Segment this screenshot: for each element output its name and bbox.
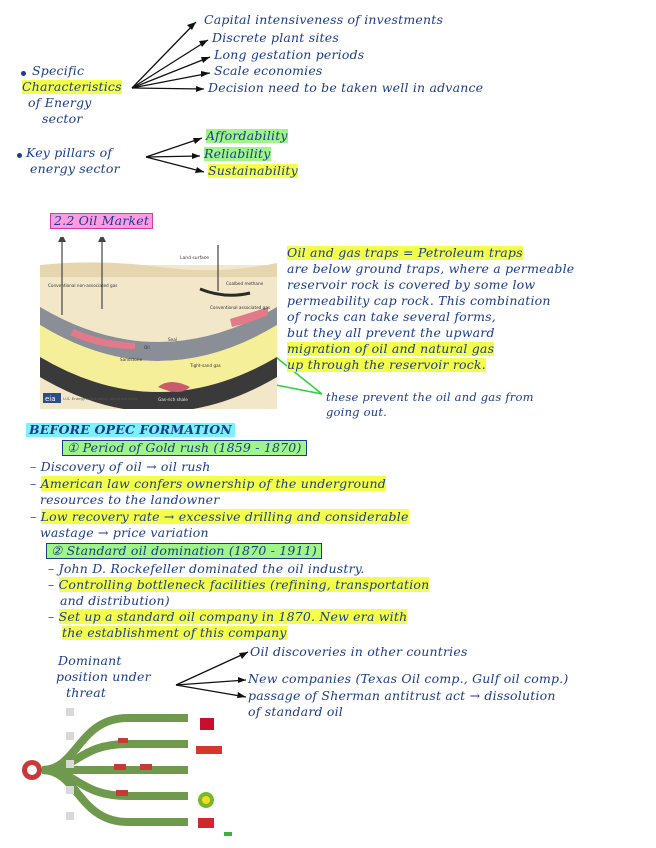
standard-oil-breakup-diagram	[18, 702, 234, 838]
characteristic-item: Decision need to be taken well in advance	[208, 80, 484, 95]
pillar-item: Sustainability	[208, 163, 298, 178]
traps-line: reservoir rock is covered by some low	[287, 277, 536, 292]
characteristic-item: Scale economies	[214, 63, 323, 78]
topic-line: of Energy	[28, 95, 92, 110]
traps-line: permeability cap rock. This combination	[287, 293, 551, 308]
bullet-dot	[17, 153, 22, 158]
topic-line: Dominant	[58, 653, 122, 668]
topic-line: sector	[42, 111, 83, 126]
label-oil: Oil	[144, 345, 150, 350]
topic-line: threat	[66, 685, 107, 700]
list-item: – Low recovery rate → excessive drilling and considerable	[30, 509, 409, 524]
period-title: ② Standard oil domination (1870 - 1911)	[46, 543, 322, 559]
petroleum-trap-diagram	[40, 237, 277, 409]
list-item-cont: wastage → price variation	[40, 525, 209, 540]
threat-item: passage of Sherman antitrust act → dissolution	[248, 688, 556, 703]
characteristic-item: Discrete plant sites	[212, 30, 339, 45]
list-item: – American law confers ownership of the underground	[30, 476, 386, 491]
period-title: ① Period of Gold rush (1859 - 1870)	[62, 440, 307, 456]
list-item-cont: resources to the landowner	[40, 492, 220, 507]
list-item: – Set up a standard oil company in 1870. New era with	[48, 609, 408, 624]
list-item-cont: and distribution)	[60, 593, 170, 608]
threat-item: Oil discoveries in other countries	[250, 644, 468, 659]
traps-note: these prevent the oil and gas from	[326, 390, 534, 404]
list-item: – John D. Rockefeller dominated the oil industry.	[48, 561, 365, 576]
label-gas-shale: Gas-rich shale	[158, 397, 188, 402]
traps-line: are below ground traps, where a permeable	[287, 261, 575, 276]
label-conventional-gas: Conventional non-associated gas	[48, 283, 118, 288]
threat-item: of standard oil	[248, 704, 343, 719]
topic-line: energy sector	[30, 161, 120, 176]
label-seal: Seal	[168, 337, 177, 342]
list-item-cont: the establishment of this company	[62, 625, 287, 640]
topic-line: Characteristics	[22, 79, 122, 94]
list-item: – Discovery of oil → oil rush	[30, 459, 211, 474]
pillar-item: Affordability	[206, 128, 288, 143]
bullet-dot	[21, 71, 26, 76]
threat-item: New companies (Texas Oil comp., Gulf oil comp.)	[248, 671, 569, 686]
traps-line: Oil and gas traps = Petroleum traps	[287, 245, 523, 260]
traps-line: migration of oil and natural gas	[287, 341, 495, 356]
topic-line: position under	[56, 669, 151, 684]
topic-line: Key pillars of	[26, 145, 113, 160]
pillar-item: Reliability	[204, 146, 271, 161]
traps-line: of rocks can take several forms,	[287, 309, 496, 324]
topic-line: Specific	[32, 63, 85, 78]
label-coalbed: Coalbed methane	[226, 281, 264, 286]
traps-note: going out.	[326, 405, 387, 419]
before-opec-heading: BEFORE OPEC FORMATION	[26, 423, 235, 437]
label-sandstone: Sandstone	[120, 357, 143, 362]
label-land-surface: Land surface	[180, 256, 210, 261]
traps-line: up through the reservoir rock.	[287, 357, 486, 372]
list-item: – Controlling bottleneck facilities (refining, transportation	[48, 577, 430, 592]
characteristic-item: Capital intensiveness of investments	[204, 12, 444, 27]
traps-line: but they all prevent the upward	[287, 325, 495, 340]
section-heading: 2.2 Oil Market	[50, 213, 153, 229]
label-associated-gas: Conventional associated gas	[210, 305, 271, 310]
source-label: U.S. Energy Information Administration	[63, 396, 138, 401]
eia-logo: eia	[45, 395, 56, 403]
label-tight-sand: Tight-sand gas	[190, 363, 221, 368]
characteristic-item: Long gestation periods	[214, 47, 365, 62]
